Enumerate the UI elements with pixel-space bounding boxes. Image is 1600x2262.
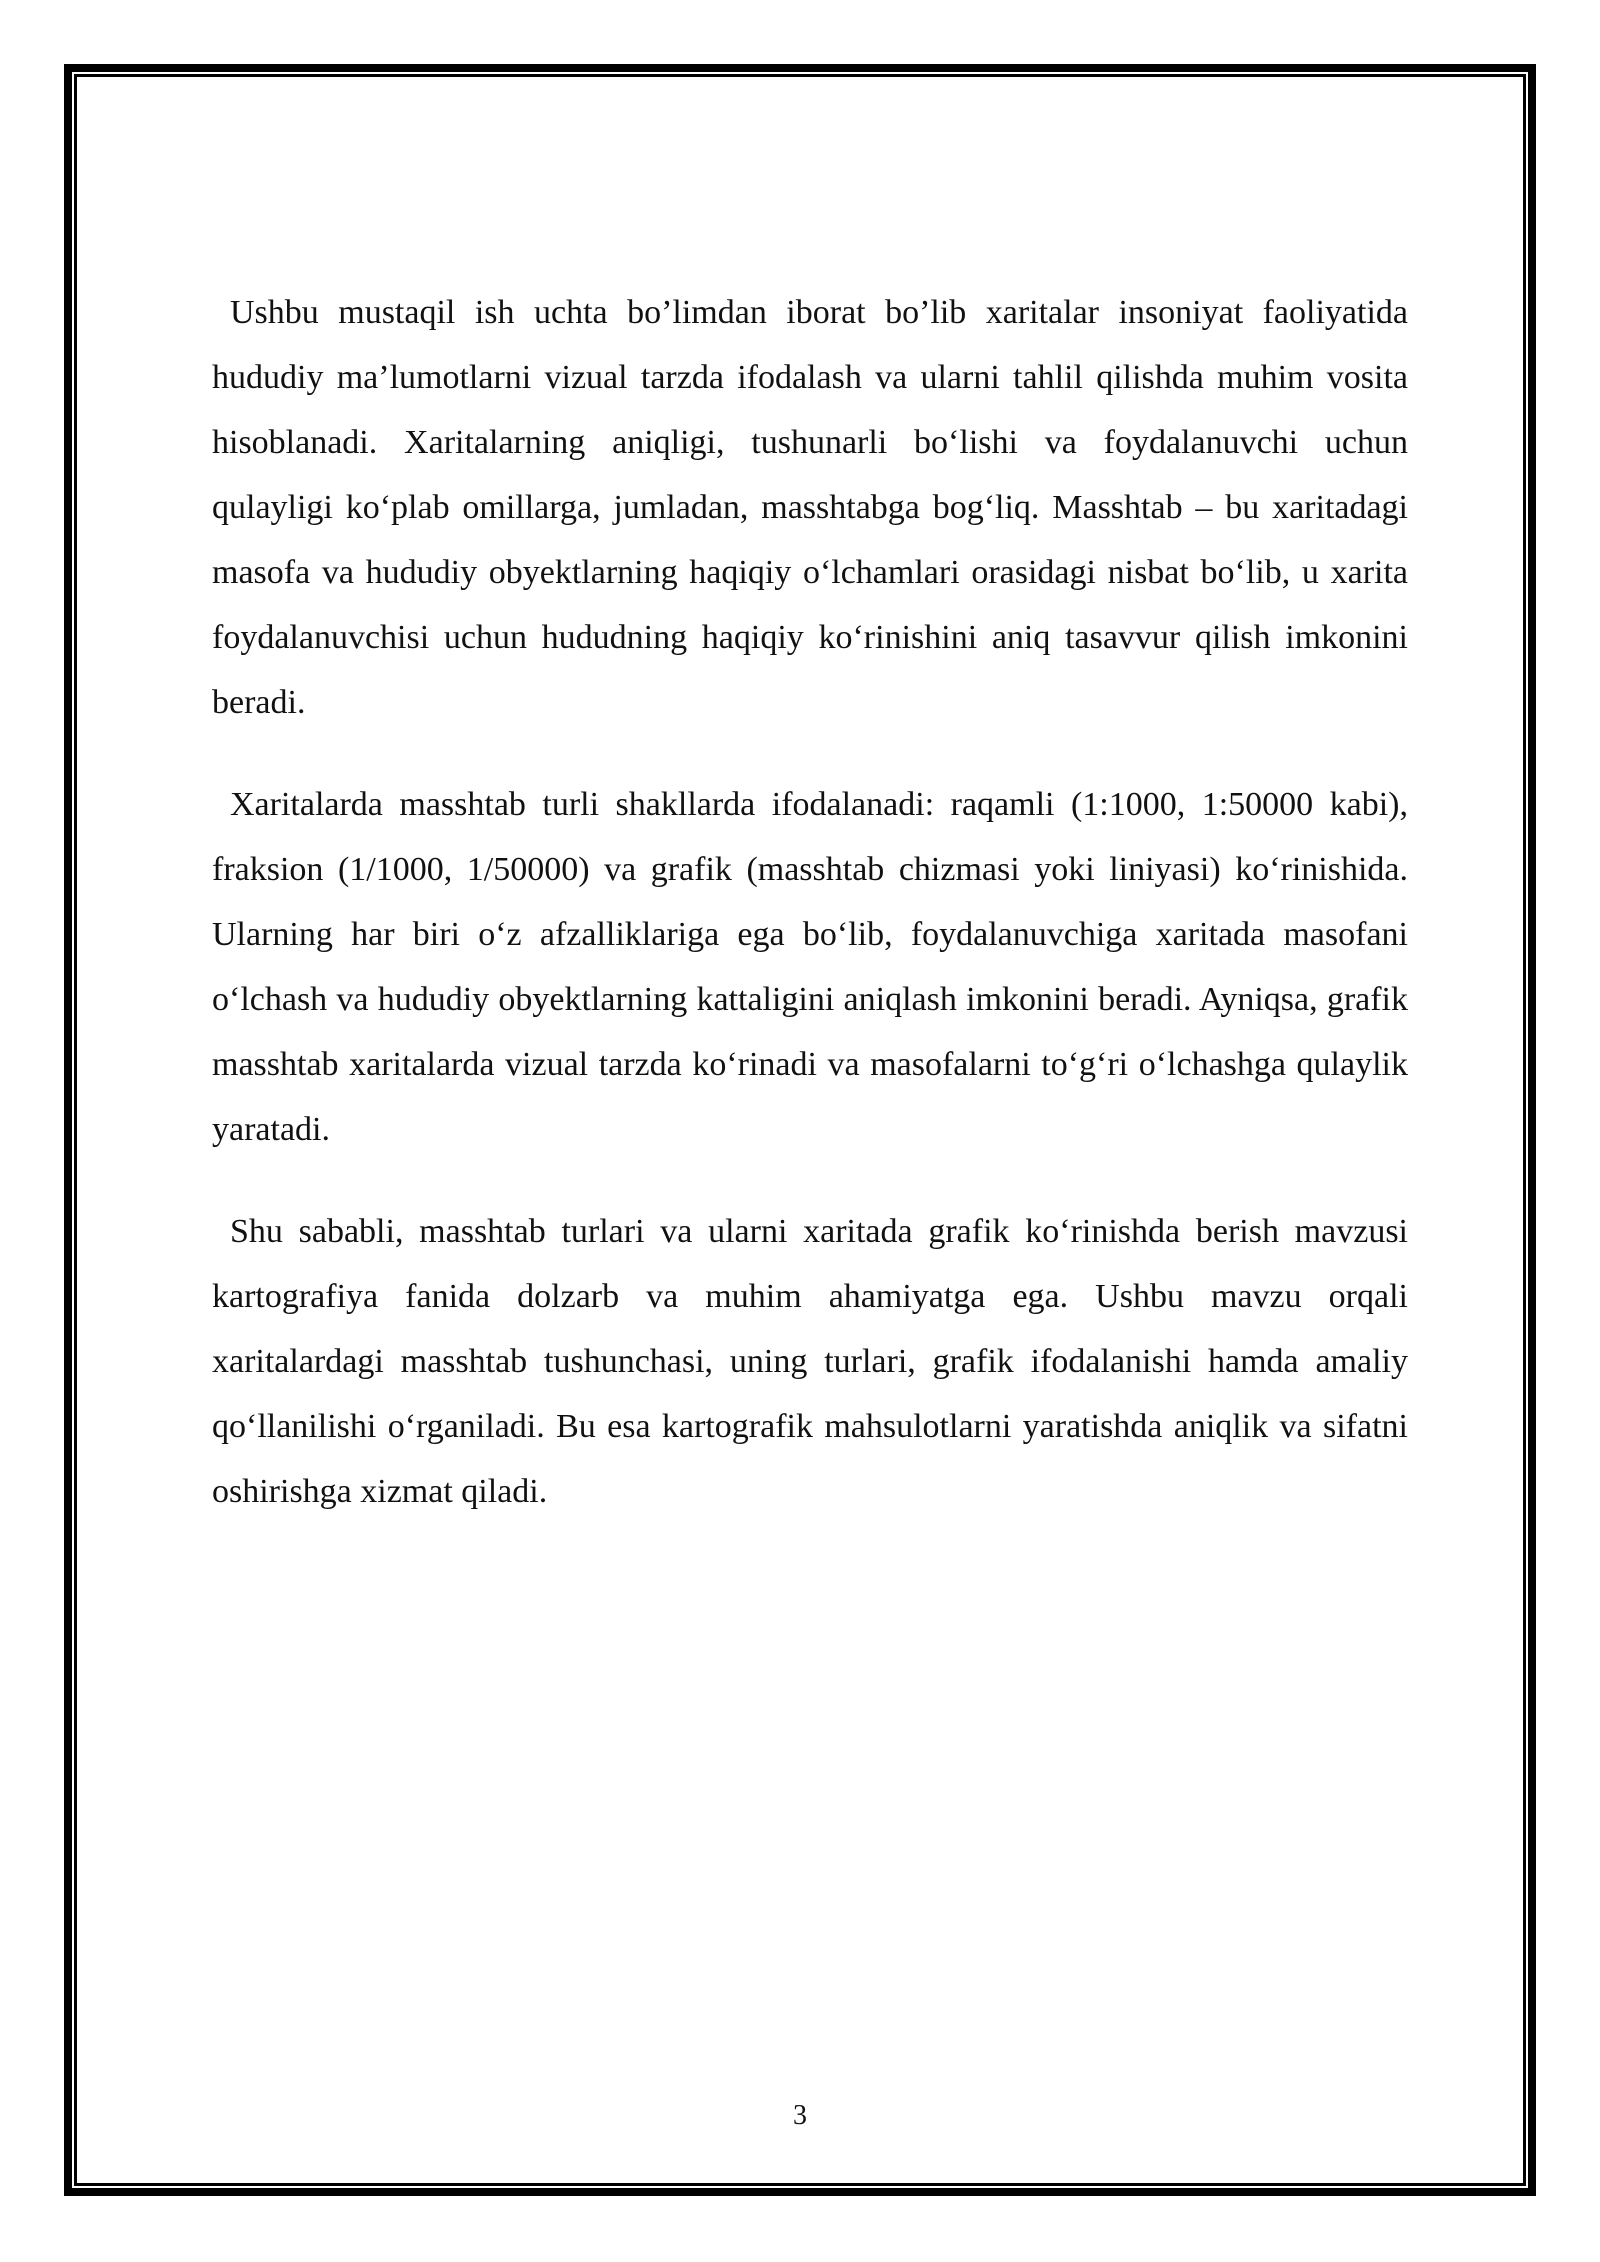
page-number: 3 xyxy=(793,2100,807,2131)
paragraph-2: Xaritalarda masshtab turli shakllarda ifodalanadi: raqamli (1:1000, 1:50000 kabi), fraksion (1/1000, 1/50000) va grafik (masshtab chizmasi yoki liniyasi) ko‘rinishida. Ularning har biri o‘z afzalliklariga ega bo‘lib, foydalanuvchiga xaritada masofani o‘lchash va hududiy obyektlarning kattaligini aniqlash imkonini beradi. Ayniqsa, grafik masshtab xaritalarda vizual tarzda ko‘rinadi va masofalarni to‘g‘ri o‘lchashga qulaylik yaratadi. xyxy=(212,786,1408,1148)
paragraph-3: Shu sababli, masshtab turlari va ularni xaritada grafik ko‘rinishda berish mavzusi kartografiya fanida dolzarb va muhim ahamiyatga ega. Ushbu mavzu orqali xaritalardagi masshtab tushunchasi, uning turlari, grafik ifodalanishi hamda amaliy qo‘llanilishi o‘rganiladi. Bu esa kartografik mahsulotlarni yaratishda aniqlik va sifatni oshirishga xizmat qiladi. xyxy=(212,1213,1408,1510)
document-body xyxy=(212,280,1408,1561)
paragraph-1: Ushbu mustaqil ish uchta bo’limdan iborat bo’lib xaritalar insoniyat faoliyatida hududiy ma’lumotlarni vizual tarzda ifodalash va ularni tahlil qilishda muhim vosita hisoblanadi. Xaritalarning aniqligi, tushunarli bo‘lishi va foydalanuvchi uchun qulayligi ko‘plab omillarga, jumladan, masshtabga bog‘liq. Masshtab – bu xaritadagi masofa va hududiy obyektlarning haqiqiy o‘lchamlari orasidagi nisbat bo‘lib, u xarita foydalanuvchisi uchun hududning haqiqiy ko‘rinishini aniq tasavvur qilish imkonini beradi. xyxy=(212,294,1408,721)
